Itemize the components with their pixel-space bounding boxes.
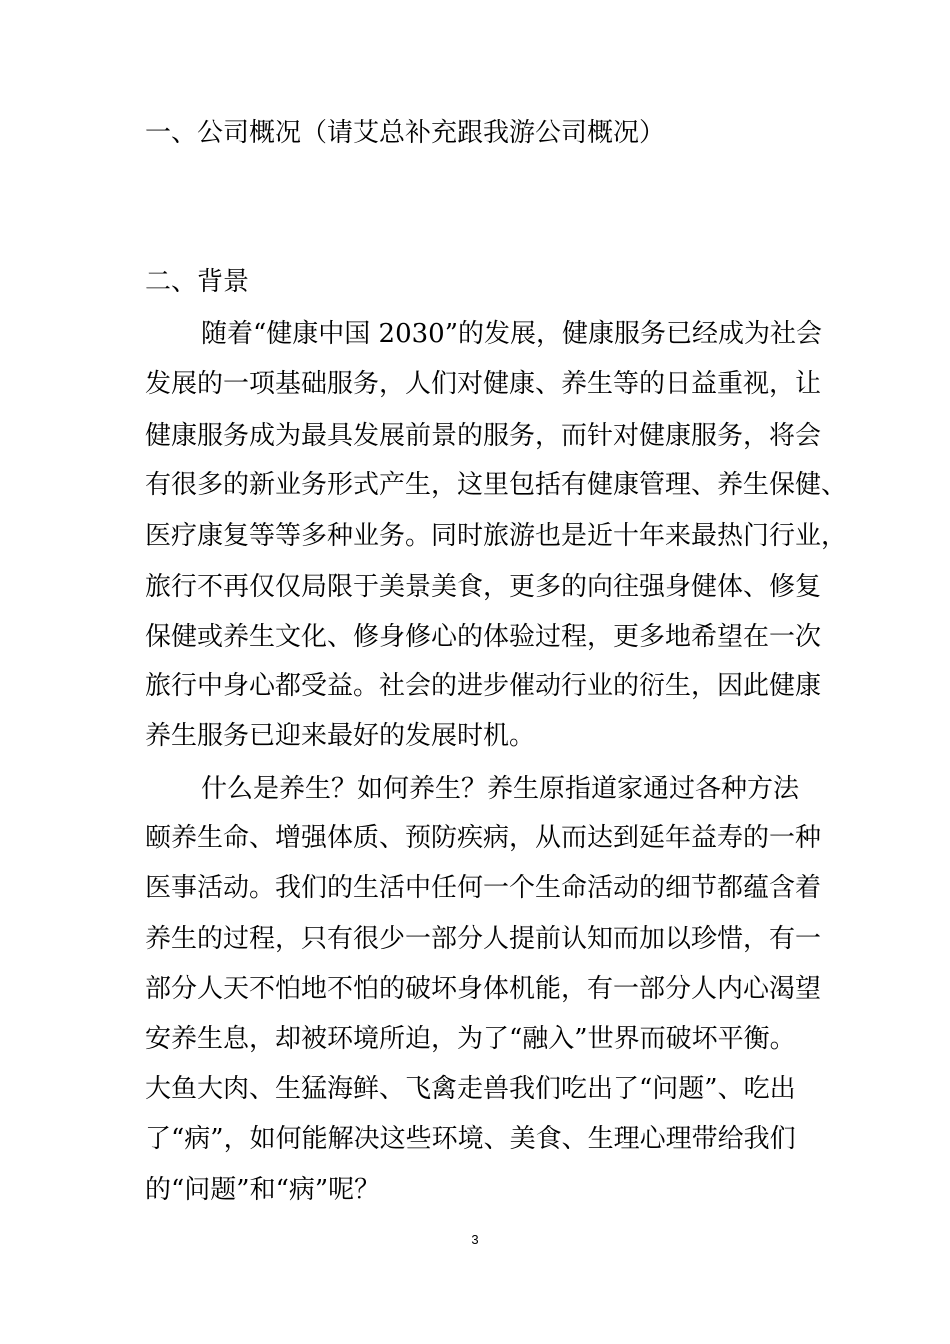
paragraph-line: 颐养生命、增强体质、预防疾病，从而达到延年益寿的一种 bbox=[145, 823, 822, 853]
paragraph-line: 的“问题”和“病”呢？ bbox=[145, 1175, 381, 1205]
section-heading-background: 二、背景 bbox=[145, 267, 250, 297]
paragraph-line: 保健或养生文化、修身修心的体验过程，更多地希望在一次 bbox=[145, 622, 822, 652]
paragraph-line: 有很多的新业务形式产生，这里包括有健康管理、养生保健、 bbox=[145, 470, 848, 500]
paragraph-line: 养生的过程，只有很少一部分人提前认知而加以珍惜，有一 bbox=[145, 924, 822, 954]
paragraph-line: 旅行中身心都受益。社会的进步催动行业的衍生，因此健康 bbox=[145, 671, 822, 701]
paragraph-line: 大鱼大肉、生猛海鲜、飞禽走兽我们吃出了“问题”、吃出 bbox=[145, 1074, 796, 1104]
paragraph-line: 了“病”，如何能解决这些环境、美食、生理心理带给我们 bbox=[145, 1124, 796, 1154]
paragraph-line: 医事活动。我们的生活中任何一个生命活动的细节都蕴含着 bbox=[145, 873, 822, 903]
paragraph-line: 部分人天不怕地不怕的破坏身体机能，有一部分人内心渴望 bbox=[145, 974, 822, 1004]
paragraph-line: 医疗康复等等多种业务。同时旅游也是近十年来最热门行业， bbox=[145, 521, 848, 551]
paragraph-line: 发展的一项基础服务，人们对健康、养生等的日益重视，让 bbox=[145, 369, 822, 399]
paragraph-line: 随着“健康中国 2030”的发展，健康服务已经成为社会 bbox=[201, 319, 823, 349]
page-number: 3 bbox=[471, 1232, 479, 1247]
paragraph-line: 养生服务已迎来最好的发展时机。 bbox=[145, 721, 536, 751]
paragraph-line: 健康服务成为最具发展前景的服务，而针对健康服务，将会 bbox=[145, 421, 822, 451]
paragraph-line: 什么是养生？如何养生？养生原指道家通过各种方法 bbox=[201, 774, 800, 804]
section-heading-company-overview: 一、公司概况（请艾总补充跟我游公司概况） bbox=[145, 118, 666, 148]
paragraph-line: 旅行不再仅仅局限于美景美食，更多的向往强身健体、修复 bbox=[145, 572, 822, 602]
paragraph-line: 安养生息，却被环境所迫，为了“融入”世界而破坏平衡。 bbox=[145, 1024, 796, 1054]
